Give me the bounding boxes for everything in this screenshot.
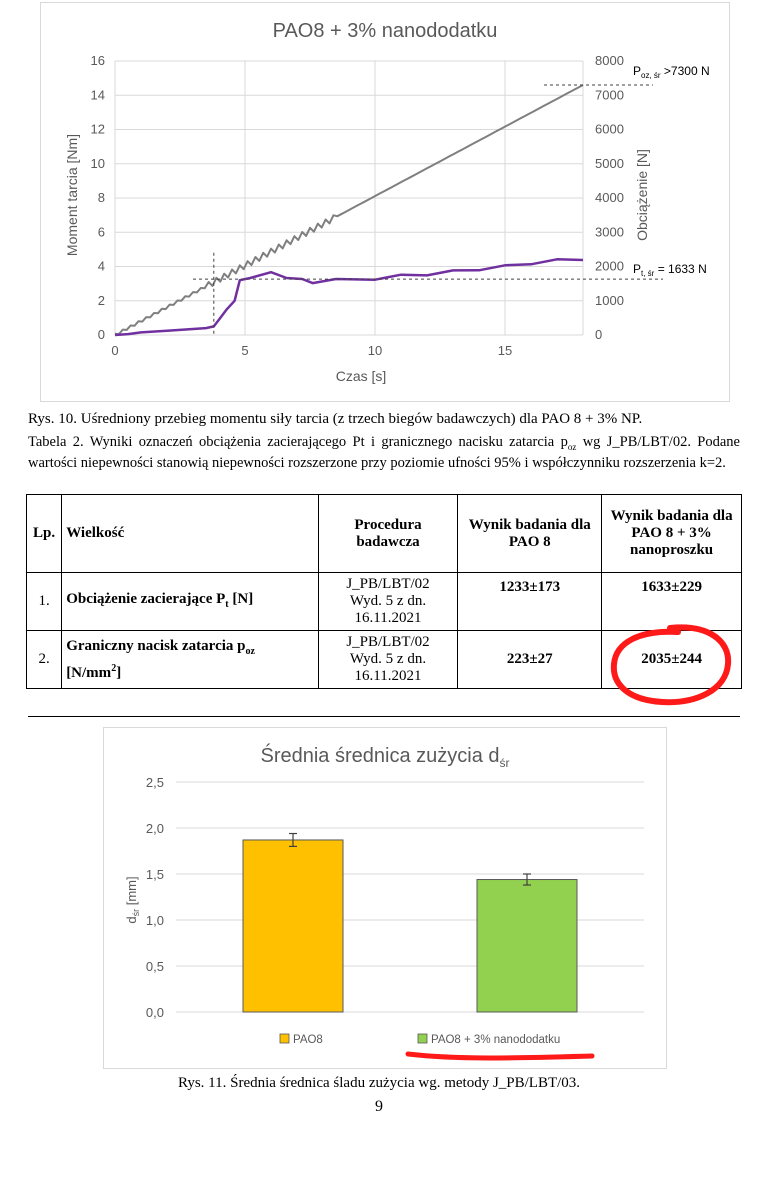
- y-tick-label: 2: [97, 292, 105, 308]
- row2-result-pao8-np: 2035±244: [602, 631, 742, 689]
- y2-tick-label: 0: [595, 327, 603, 342]
- y-axis-label-unit: [mm]: [124, 876, 139, 909]
- y-tick-label: 10: [90, 155, 105, 171]
- chart-title-sub: śr: [499, 756, 510, 770]
- y-tick-label: 0,0: [145, 1005, 164, 1020]
- row2-quantity-sup: 2: [111, 662, 117, 674]
- y-tick-label: 2,5: [145, 775, 164, 790]
- table-caption-part2: wg J_PB/LBT/02. Podane wartości niepewności stanowią niepewności rozszerzone przy poziomie ufności 95% i współczynniku rozszerzenia k=2.: [28, 434, 740, 472]
- row2-quantity-text: Graniczny nacisk zatarcia p: [66, 637, 246, 654]
- y2-tick-label: 2000: [595, 258, 624, 274]
- header-result-pao8: Wynik badania dla PAO 8: [458, 495, 602, 573]
- wear-diameter-chart: [103, 727, 667, 1069]
- table-header-row: [27, 495, 742, 573]
- row2-quantity-unit-end: ]: [116, 664, 122, 681]
- table-caption-part1: Tabela 2. Wyniki oznaczeń obciążenia zacierającego Pt i granicznego nacisku zatarcia p: [28, 434, 568, 450]
- y-tick-label: 0,5: [145, 959, 164, 974]
- legend-swatch: [418, 1034, 427, 1043]
- y2-tick-label: 1000: [595, 292, 624, 308]
- annotation-p: P: [633, 262, 642, 277]
- annotation-p: P: [633, 63, 642, 78]
- highlight-underline: [400, 1046, 600, 1066]
- page-number: 9: [375, 1098, 383, 1115]
- row1-quantity-unit: [N]: [228, 590, 254, 607]
- row1-lp: 1.: [27, 573, 62, 631]
- legend-swatch: [280, 1034, 289, 1043]
- chart-title: PAO8 + 3% nanododatku: [272, 20, 498, 42]
- y-tick-label: 14: [90, 87, 105, 103]
- row1-procedure-line1: J_PB/LBT/02: [346, 576, 430, 592]
- y-tick-label: 8: [97, 190, 105, 205]
- row2-quantity-sub: oz: [245, 645, 255, 657]
- annotation-value: >7300 N: [660, 63, 710, 78]
- y2-tick-label: 8000: [595, 53, 624, 68]
- row2-procedure-line1: J_PB/LBT/02: [346, 634, 430, 650]
- row1-quantity-sub: t: [225, 598, 229, 610]
- bar: [477, 880, 577, 1012]
- x-tick-label: 5: [241, 343, 249, 358]
- row2-procedure: [318, 631, 458, 689]
- x-tick-label: 10: [367, 343, 383, 358]
- row2-procedure-line2: Wyd. 5 z dn.: [349, 651, 427, 667]
- header-lp: Lp.: [27, 495, 62, 573]
- y2-tick-label: 4000: [595, 190, 624, 205]
- x-axis-label: Czas [s]: [335, 368, 387, 384]
- row1-result-pao8: 1233±173: [458, 573, 602, 631]
- y2-axis-label: Obciążenie [N]: [634, 149, 650, 241]
- y-tick-label: 6: [97, 224, 105, 240]
- y-axis-label: [124, 876, 141, 923]
- section-divider: [28, 716, 740, 717]
- friction-torque-svg: [41, 3, 729, 401]
- row1-procedure: [318, 573, 458, 631]
- row2-quantity-unit: [N/mm: [66, 664, 112, 681]
- header-quantity: Wielkość: [62, 495, 318, 573]
- y-axis-label-sub: śr: [131, 908, 141, 917]
- row2-result-pao8: 223±27: [458, 631, 602, 689]
- row2-lp: 2.: [27, 631, 62, 689]
- x-tick-label: 15: [497, 343, 513, 358]
- annotation-sub: t, śr: [641, 269, 655, 279]
- y2-tick-label: 5000: [595, 155, 624, 171]
- annotation-label: [633, 64, 710, 80]
- y2-tick-label: 7000: [595, 87, 624, 103]
- table-caption-sub: oz: [567, 441, 577, 452]
- x-tick-label: 0: [111, 343, 119, 358]
- table-2-caption: [28, 434, 740, 472]
- highlight-circle: [600, 620, 740, 710]
- y2-tick-label: 3000: [595, 224, 624, 240]
- legend-label: PAO8: [293, 1034, 323, 1046]
- row1-quantity-text: Obciążenie zacierające P: [66, 590, 226, 607]
- y-tick-label: 1,5: [145, 867, 164, 882]
- header-result-pao8-np: Wynik badania dla PAO 8 + 3% nanoproszku: [602, 495, 742, 573]
- chart-title-main: Średnia średnica zużycia d: [260, 745, 500, 767]
- chart-title: [260, 743, 509, 770]
- row1-quantity: [62, 573, 318, 631]
- wear-diameter-svg: [104, 728, 666, 1068]
- row1-result-pao8-np: 1633±229: [602, 573, 742, 631]
- friction-torque-chart: [40, 2, 730, 402]
- y-tick-label: 16: [90, 53, 105, 68]
- annotation-sub: oz, śr: [641, 70, 661, 80]
- annotation-value: = 1633 N: [654, 262, 707, 277]
- figure-11-caption: Rys. 11. Średnia średnica śladu zużycia wg. metody J_PB/LBT/03.: [177, 1075, 581, 1091]
- legend-label: PAO8 + 3% nanododatku: [431, 1034, 561, 1046]
- y-tick-label: 2,0: [145, 821, 164, 836]
- y-axis-label: Moment tarcia [Nm]: [64, 133, 80, 257]
- annotation-label: [633, 262, 707, 278]
- y-tick-label: 12: [90, 121, 105, 137]
- bar: [243, 840, 343, 1012]
- y-tick-label: 4: [97, 258, 105, 274]
- figure-10-caption: Rys. 10. Uśredniony przebieg momentu siły tarcia (z trzech biegów badawczych) dla PAO 8 + 3% NP.: [28, 411, 643, 427]
- row1-procedure-line2: Wyd. 5 z dn.: [349, 593, 427, 609]
- series-line: [115, 85, 583, 334]
- y-axis-label-main: d: [124, 916, 139, 924]
- row2-quantity: [62, 631, 318, 689]
- row1-procedure-line3: 16.11.2021: [354, 610, 422, 626]
- y-tick-label: 0: [97, 327, 105, 342]
- header-procedure: Procedura badawcza: [318, 495, 458, 573]
- y-tick-label: 1,0: [145, 913, 164, 928]
- row2-procedure-line3: 16.11.2021: [354, 668, 422, 684]
- y2-tick-label: 6000: [595, 121, 624, 137]
